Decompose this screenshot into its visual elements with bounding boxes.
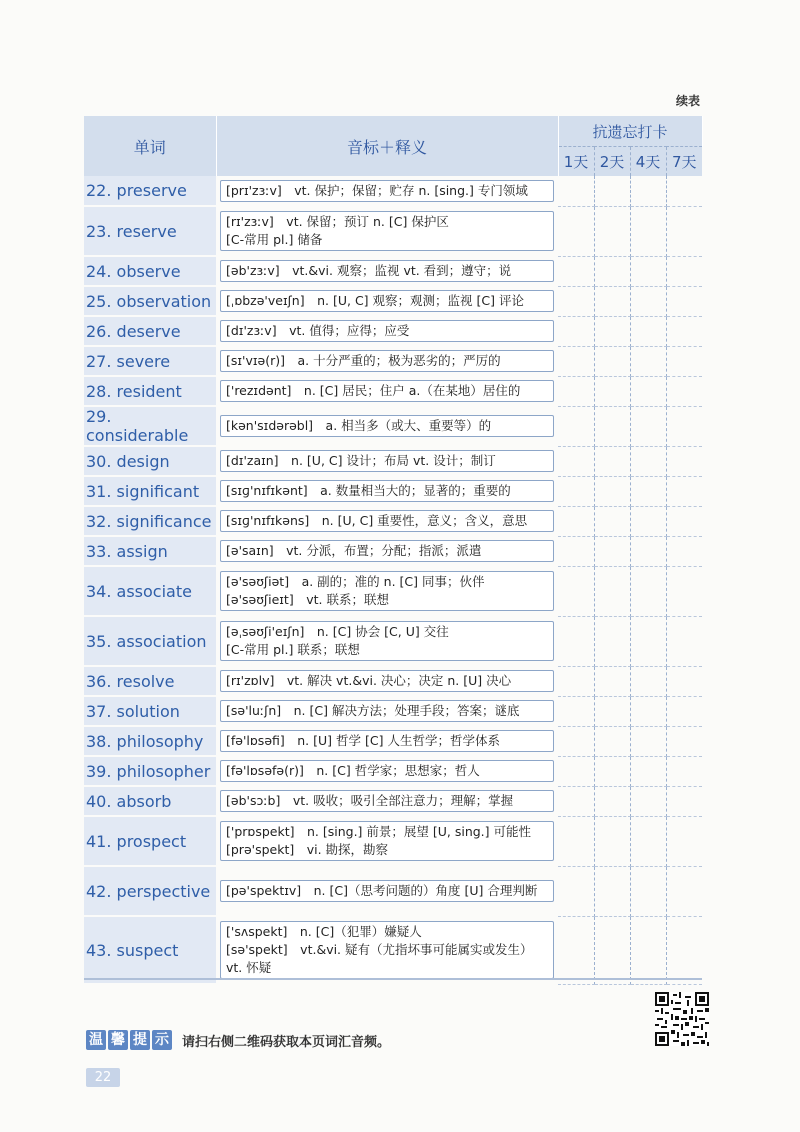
vocab-definition-cell (216, 726, 558, 756)
review-checkbox[interactable] (630, 476, 666, 506)
review-checkbox[interactable] (558, 316, 594, 346)
definition-line: [sɪ'vɪə(r)] a. 十分严重的；极为恶劣的；严厉的 (226, 353, 501, 368)
review-checkbox[interactable] (594, 816, 630, 866)
definition-line: ['prɒspekt] n. [sing.] 前景；展望 [U, sing.] 可能性 (226, 824, 531, 839)
definition-line: [ə'saɪn] vt. 分派，布置；分配；指派；派遣 (226, 543, 482, 558)
review-checkbox[interactable] (666, 346, 702, 376)
vocab-word: 27. severe (84, 346, 216, 376)
definition-line: [prə'spekt] vi. 勘探，勘察 (226, 842, 389, 857)
review-checkbox[interactable] (666, 916, 702, 984)
vocab-definition (220, 260, 554, 282)
review-checkbox[interactable] (594, 476, 630, 506)
vocab-definition (220, 760, 554, 782)
vocab-word: 24. observe (84, 256, 216, 286)
vocab-definition-cell (216, 176, 558, 206)
vocab-definition-cell (216, 816, 558, 866)
vocab-row (84, 176, 702, 206)
definition-line: [ə'səʊʃiət] a. 副的；准的 n. [C] 同事；伙伴 (226, 574, 485, 589)
vocab-definition (220, 821, 554, 861)
review-checkbox[interactable] (558, 666, 594, 696)
definition-line: [əb'zɜːv] vt.&vi. 观察；监视 vt. 看到；遵守；说 (226, 263, 512, 278)
vocab-definition (220, 700, 554, 722)
vocab-definition (220, 730, 554, 752)
vocab-table (84, 116, 703, 985)
vocab-definition (220, 480, 554, 502)
review-checkbox[interactable] (594, 376, 630, 406)
vocab-row (84, 866, 702, 916)
header-word: 单词 (84, 116, 216, 176)
vocab-row (84, 506, 702, 536)
definition-line: [rɪ'zɜːv] vt. 保留；预订 n. [C] 保护区 (226, 214, 449, 229)
definition-line: [əˌsəʊʃi'eɪʃn] n. [C] 协会 [C, U] 交往 (226, 624, 449, 639)
review-checkbox[interactable] (594, 316, 630, 346)
vocab-row (84, 666, 702, 696)
review-checkbox[interactable] (594, 566, 630, 616)
review-checkbox[interactable] (666, 506, 702, 536)
definition-line: [sə'spekt] vt.&vi. 疑有（尤指坏事可能属实或发生） (226, 942, 533, 957)
vocab-word: 36. resolve (84, 666, 216, 696)
review-checkbox[interactable] (594, 406, 630, 446)
review-checkbox[interactable] (558, 476, 594, 506)
review-checkbox[interactable] (558, 916, 594, 984)
review-checkbox[interactable] (630, 176, 666, 206)
review-checkbox[interactable] (630, 536, 666, 566)
review-checkbox[interactable] (630, 696, 666, 726)
vocab-row (84, 756, 702, 786)
definition-line: [dɪ'zaɪn] n. [U, C] 设计；布局 vt. 设计；制订 (226, 453, 496, 468)
review-checkbox[interactable] (558, 726, 594, 756)
review-checkbox[interactable] (630, 506, 666, 536)
review-checkbox[interactable] (666, 176, 702, 206)
review-checkbox[interactable] (558, 346, 594, 376)
review-checkbox[interactable] (666, 376, 702, 406)
vocab-definition (220, 571, 554, 611)
review-checkbox[interactable] (594, 616, 630, 666)
definition-line: [C-常用 pl.] 联系；联想 (226, 642, 360, 657)
review-checkbox[interactable] (666, 286, 702, 316)
definition-line: [fə'lɒsəfə(r)] n. [C] 哲学家；思想家；哲人 (226, 763, 480, 778)
review-checkbox[interactable] (630, 786, 666, 816)
vocab-word: 29. considerable (84, 406, 216, 446)
review-checkbox[interactable] (558, 536, 594, 566)
review-checkbox[interactable] (558, 446, 594, 476)
review-checkbox[interactable] (558, 756, 594, 786)
vocab-word: 38. philosophy (84, 726, 216, 756)
review-checkbox[interactable] (594, 916, 630, 984)
vocab-definition-cell (216, 786, 558, 816)
vocab-definition (220, 921, 554, 979)
definition-line: [fə'lɒsəfi] n. [U] 哲学 [C] 人生哲学；哲学体系 (226, 733, 500, 748)
vocab-definition-cell (216, 696, 558, 726)
vocab-definition-cell (216, 866, 558, 916)
review-checkbox[interactable] (666, 786, 702, 816)
review-checkbox[interactable] (630, 256, 666, 286)
definition-line: [əb'sɔːb] vt. 吸收；吸引全部注意力；理解；掌握 (226, 793, 514, 808)
header-day-1: 1天 (558, 147, 594, 177)
review-checkbox[interactable] (594, 786, 630, 816)
review-checkbox[interactable] (558, 786, 594, 816)
tip-char: 示 (152, 1030, 172, 1050)
vocab-word: 23. reserve (84, 206, 216, 256)
vocab-row (84, 316, 702, 346)
definition-line: [sə'luːʃn] n. [C] 解决方法；处理手段；答案；谜底 (226, 703, 520, 718)
qr-code-icon[interactable] (655, 992, 709, 1046)
review-checkbox[interactable] (666, 666, 702, 696)
vocab-definition (220, 510, 554, 532)
tip-char: 温 (86, 1030, 106, 1050)
vocab-row (84, 786, 702, 816)
vocab-definition (220, 380, 554, 402)
review-checkbox[interactable] (594, 256, 630, 286)
review-checkbox[interactable] (594, 536, 630, 566)
vocab-definition-cell (216, 476, 558, 506)
review-checkbox[interactable] (630, 286, 666, 316)
vocab-row (84, 536, 702, 566)
definition-line: [sɪɡ'nɪfɪkəns] n. [U, C] 重要性，意义；含义，意思 (226, 513, 528, 528)
review-checkbox[interactable] (594, 726, 630, 756)
definition-line: ['rezɪdənt] n. [C] 居民；住户 a.（在某地）居住的 (226, 383, 521, 398)
header-day-4: 4天 (630, 147, 666, 177)
vocab-word: 32. significance (84, 506, 216, 536)
review-checkbox[interactable] (558, 176, 594, 206)
review-checkbox[interactable] (594, 446, 630, 476)
review-checkbox[interactable] (630, 616, 666, 666)
vocab-definition-cell (216, 616, 558, 666)
review-checkbox[interactable] (630, 346, 666, 376)
review-checkbox[interactable] (666, 866, 702, 916)
review-checkbox[interactable] (666, 316, 702, 346)
tip-text: 请扫右侧二维码获取本页词汇音频。 (182, 1034, 391, 1050)
vocab-definition (220, 320, 554, 342)
continued-label: 续表 (675, 94, 700, 108)
definition-line: [dɪ'zɜːv] vt. 值得；应得；应受 (226, 323, 410, 338)
vocab-word: 26. deserve (84, 316, 216, 346)
vocab-body (84, 176, 702, 984)
review-checkbox[interactable] (630, 406, 666, 446)
review-checkbox[interactable] (630, 316, 666, 346)
vocab-row (84, 256, 702, 286)
vocab-definition (220, 415, 554, 437)
vocab-word: 40. absorb (84, 786, 216, 816)
review-checkbox[interactable] (630, 866, 666, 916)
review-checkbox[interactable] (666, 406, 702, 446)
review-checkbox[interactable] (630, 726, 666, 756)
review-checkbox[interactable] (666, 816, 702, 866)
vocab-word: 34. associate (84, 566, 216, 616)
review-checkbox[interactable] (594, 506, 630, 536)
vocab-definition (220, 450, 554, 472)
header-definition: 音标＋释义 (216, 116, 558, 176)
review-checkbox[interactable] (666, 756, 702, 786)
vocab-word: 28. resident (84, 376, 216, 406)
review-checkbox[interactable] (558, 816, 594, 866)
vocab-word: 35. association (84, 616, 216, 666)
vocab-definition-cell (216, 536, 558, 566)
vocab-definition-cell (216, 506, 558, 536)
review-checkbox[interactable] (666, 206, 702, 256)
vocab-word: 39. philosopher (84, 756, 216, 786)
vocab-definition (220, 670, 554, 692)
vocab-definition-cell (216, 316, 558, 346)
review-checkbox[interactable] (558, 696, 594, 726)
review-checkbox[interactable] (558, 866, 594, 916)
vocab-word: 37. solution (84, 696, 216, 726)
vocab-definition (220, 790, 554, 812)
header-review: 抗遗忘打卡 (558, 116, 702, 147)
tip-bar (86, 1030, 390, 1050)
review-checkbox[interactable] (594, 866, 630, 916)
tip-char: 馨 (108, 1030, 128, 1050)
vocab-row (84, 286, 702, 316)
vocab-row (84, 696, 702, 726)
review-checkbox[interactable] (630, 916, 666, 984)
vocab-definition-cell (216, 446, 558, 476)
vocab-row (84, 816, 702, 866)
tip-char: 提 (130, 1030, 150, 1050)
vocab-definition-cell (216, 916, 558, 984)
vocab-definition (220, 540, 554, 562)
vocab-row (84, 376, 702, 406)
review-checkbox[interactable] (666, 696, 702, 726)
vocab-definition-cell (216, 256, 558, 286)
vocab-row (84, 476, 702, 506)
vocab-definition (220, 621, 554, 661)
vocab-definition-cell (216, 756, 558, 786)
review-checkbox[interactable] (558, 616, 594, 666)
review-checkbox[interactable] (666, 446, 702, 476)
vocab-row (84, 916, 702, 984)
table-bottom-rule (84, 978, 702, 980)
vocab-definition-cell (216, 406, 558, 446)
review-checkbox[interactable] (630, 446, 666, 476)
review-checkbox[interactable] (558, 206, 594, 256)
vocab-definition-cell (216, 376, 558, 406)
vocab-row (84, 406, 702, 446)
vocab-word: 31. significant (84, 476, 216, 506)
review-checkbox[interactable] (558, 406, 594, 446)
vocab-row (84, 566, 702, 616)
vocab-row (84, 206, 702, 256)
tip-label (86, 1030, 172, 1050)
vocab-row (84, 446, 702, 476)
definition-line: ['sʌspekt] n. [C]（犯罪）嫌疑人 (226, 924, 422, 939)
vocab-definition (220, 180, 554, 202)
review-checkbox[interactable] (666, 616, 702, 666)
review-checkbox[interactable] (558, 376, 594, 406)
vocab-definition (220, 350, 554, 372)
vocab-definition-cell (216, 566, 558, 616)
vocab-row (84, 726, 702, 756)
review-checkbox[interactable] (558, 566, 594, 616)
definition-line: [pə'spektɪv] n. [C]（思考问题的）角度 [U] 合理判断 (226, 883, 538, 898)
vocab-word: 25. observation (84, 286, 216, 316)
vocab-row (84, 616, 702, 666)
vocab-row (84, 346, 702, 376)
vocab-definition-cell (216, 666, 558, 696)
review-checkbox[interactable] (594, 666, 630, 696)
vocab-word: 42. perspective (84, 866, 216, 916)
review-checkbox[interactable] (666, 566, 702, 616)
review-checkbox[interactable] (666, 476, 702, 506)
definition-line: [C-常用 pl.] 储备 (226, 232, 323, 247)
review-checkbox[interactable] (630, 756, 666, 786)
vocab-word: 33. assign (84, 536, 216, 566)
review-checkbox[interactable] (558, 256, 594, 286)
definition-line: vt. 怀疑 (226, 960, 272, 975)
review-checkbox[interactable] (558, 506, 594, 536)
review-checkbox[interactable] (666, 536, 702, 566)
vocab-definition (220, 290, 554, 312)
definition-line: [prɪ'zɜːv] vt. 保护；保留；贮存 n. [sing.] 专门领域 (226, 182, 528, 198)
review-checkbox[interactable] (630, 666, 666, 696)
definition-line: [kən'sɪdərəbl] a. 相当多（或大、重要等）的 (226, 418, 492, 433)
review-checkbox[interactable] (630, 376, 666, 406)
vocab-definition-cell (216, 346, 558, 376)
header-day-7: 7天 (666, 147, 702, 177)
definition-line: [sɪɡ'nɪfɪkənt] a. 数量相当大的；显著的；重要的 (226, 483, 511, 498)
review-checkbox[interactable] (666, 726, 702, 756)
definition-line: [ə'səʊʃieɪt] vt. 联系；联想 (226, 592, 389, 607)
vocab-definition (220, 880, 554, 902)
definition-line: [ˌɒbzə'veɪʃn] n. [U, C] 观察；观测；监视 [C] 评论 (226, 293, 524, 308)
vocab-definition (220, 211, 554, 251)
vocab-word: 43. suspect (84, 916, 216, 984)
definition-line: [rɪ'zɒlv] vt. 解决 vt.&vi. 决心；决定 n. [U] 决心 (226, 673, 512, 688)
vocab-definition-cell (216, 286, 558, 316)
vocab-word: 41. prospect (84, 816, 216, 866)
vocab-word: 30. design (84, 446, 216, 476)
review-checkbox[interactable] (558, 286, 594, 316)
review-checkbox[interactable] (594, 756, 630, 786)
review-checkbox[interactable] (594, 206, 630, 256)
header-day-2: 2天 (594, 147, 630, 177)
review-checkbox[interactable] (594, 176, 630, 206)
review-checkbox[interactable] (594, 696, 630, 726)
vocab-word: 22. preserve (84, 176, 216, 206)
review-checkbox[interactable] (666, 256, 702, 286)
page-number: 22 (86, 1068, 120, 1087)
review-checkbox[interactable] (630, 816, 666, 866)
review-checkbox[interactable] (594, 286, 630, 316)
review-checkbox[interactable] (630, 206, 666, 256)
review-checkbox[interactable] (594, 346, 630, 376)
review-checkbox[interactable] (630, 566, 666, 616)
vocab-definition-cell (216, 206, 558, 256)
